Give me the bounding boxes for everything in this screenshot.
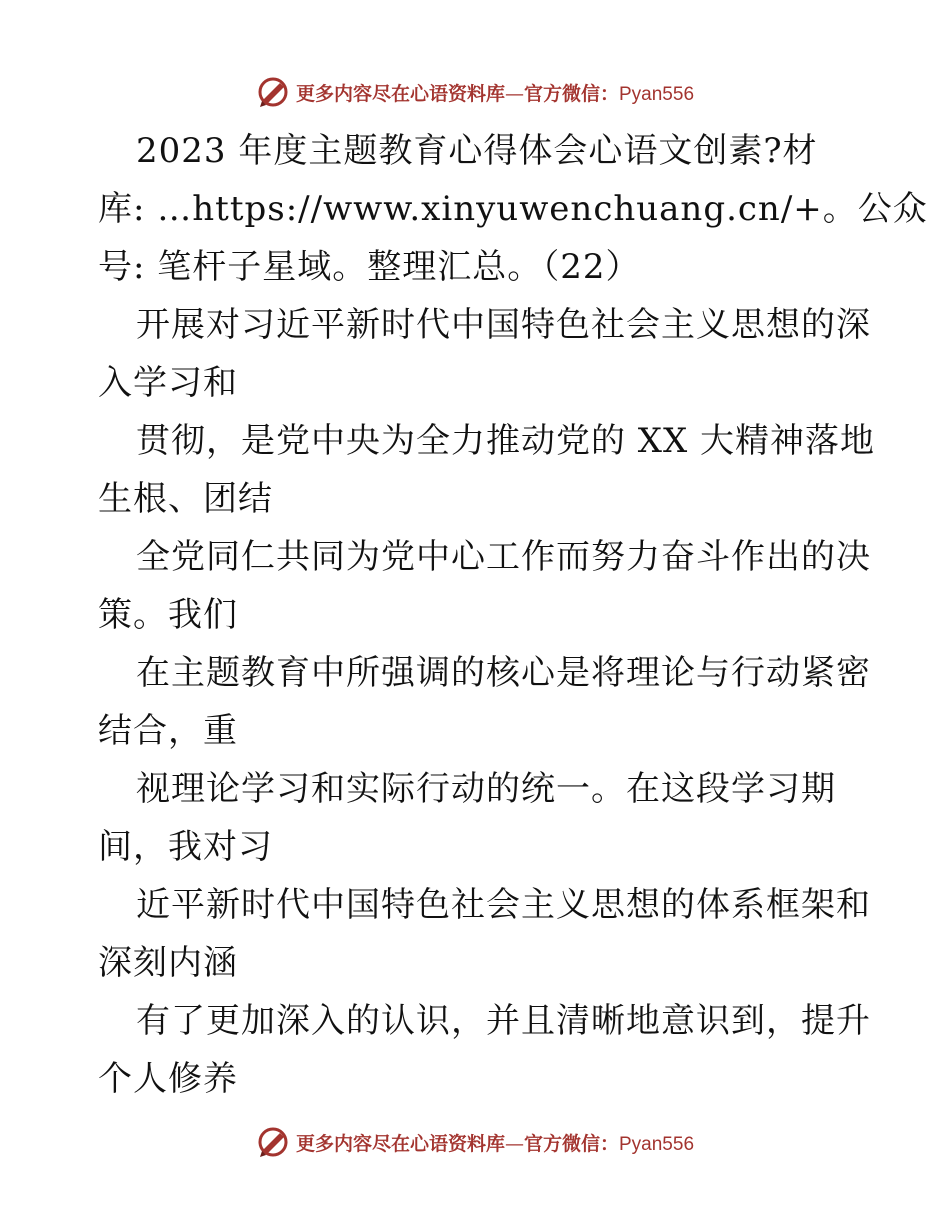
text-line: 近平新时代中国特色社会主义思想的体系框架和 [136, 885, 871, 925]
text-line: 视理论学习和实际行动的统一。在这段学习期 [136, 769, 836, 809]
text-line: 策。我们 [98, 595, 238, 635]
text-line: 结合，重 [98, 711, 238, 751]
banner-title: 更多内容尽在心语资料库 [295, 82, 505, 105]
pen-logo-icon [256, 75, 290, 109]
header-banner [0, 72, 950, 112]
pen-logo-icon [256, 1125, 290, 1159]
document-body [98, 122, 928, 1108]
text-line: 入学习和 [98, 363, 238, 403]
banner-wechat-id: Pyan556 [619, 83, 695, 105]
banner-title: 更多内容尽在心语资料库 [295, 1132, 505, 1155]
banner-wechat-label: 官方微信： [523, 82, 619, 105]
text-line: 贯彻，是党中央为全力推动党的 XX 大精神落地 [136, 421, 876, 461]
banner-wechat-id: Pyan556 [619, 1133, 695, 1155]
banner-wechat-label: 官方微信： [523, 1132, 619, 1155]
text-line: 全党同仁共同为党中心工作而努力奋斗作出的决 [136, 537, 871, 577]
text-line: 开展对习近平新时代中国特色社会主义思想的深 [136, 305, 871, 345]
text-line: 库: …https://www.xinyuwenchuang.cn/+。公众 [98, 189, 928, 229]
text-line: 个人修养 [98, 1059, 238, 1099]
text-line: 号: 笔杆子星域。整理汇总。（22） [98, 247, 641, 287]
banner-dash: — [504, 82, 524, 105]
footer-banner [0, 1122, 950, 1162]
text-line: 深刻内涵 [98, 943, 238, 983]
text-line: 2023 年度主题教育心得体会心语文创素?材 [136, 131, 818, 171]
text-line: 在主题教育中所强调的核心是将理论与行动紧密 [136, 653, 871, 693]
text-line: 有了更加深入的认识，并且清晰地意识到，提升 [136, 1001, 871, 1041]
banner-text [296, 1129, 694, 1156]
text-line: 生根、团结 [98, 479, 273, 519]
text-line: 间，我对习 [98, 827, 273, 867]
banner-dash: — [504, 1132, 524, 1155]
banner-text [296, 79, 694, 106]
